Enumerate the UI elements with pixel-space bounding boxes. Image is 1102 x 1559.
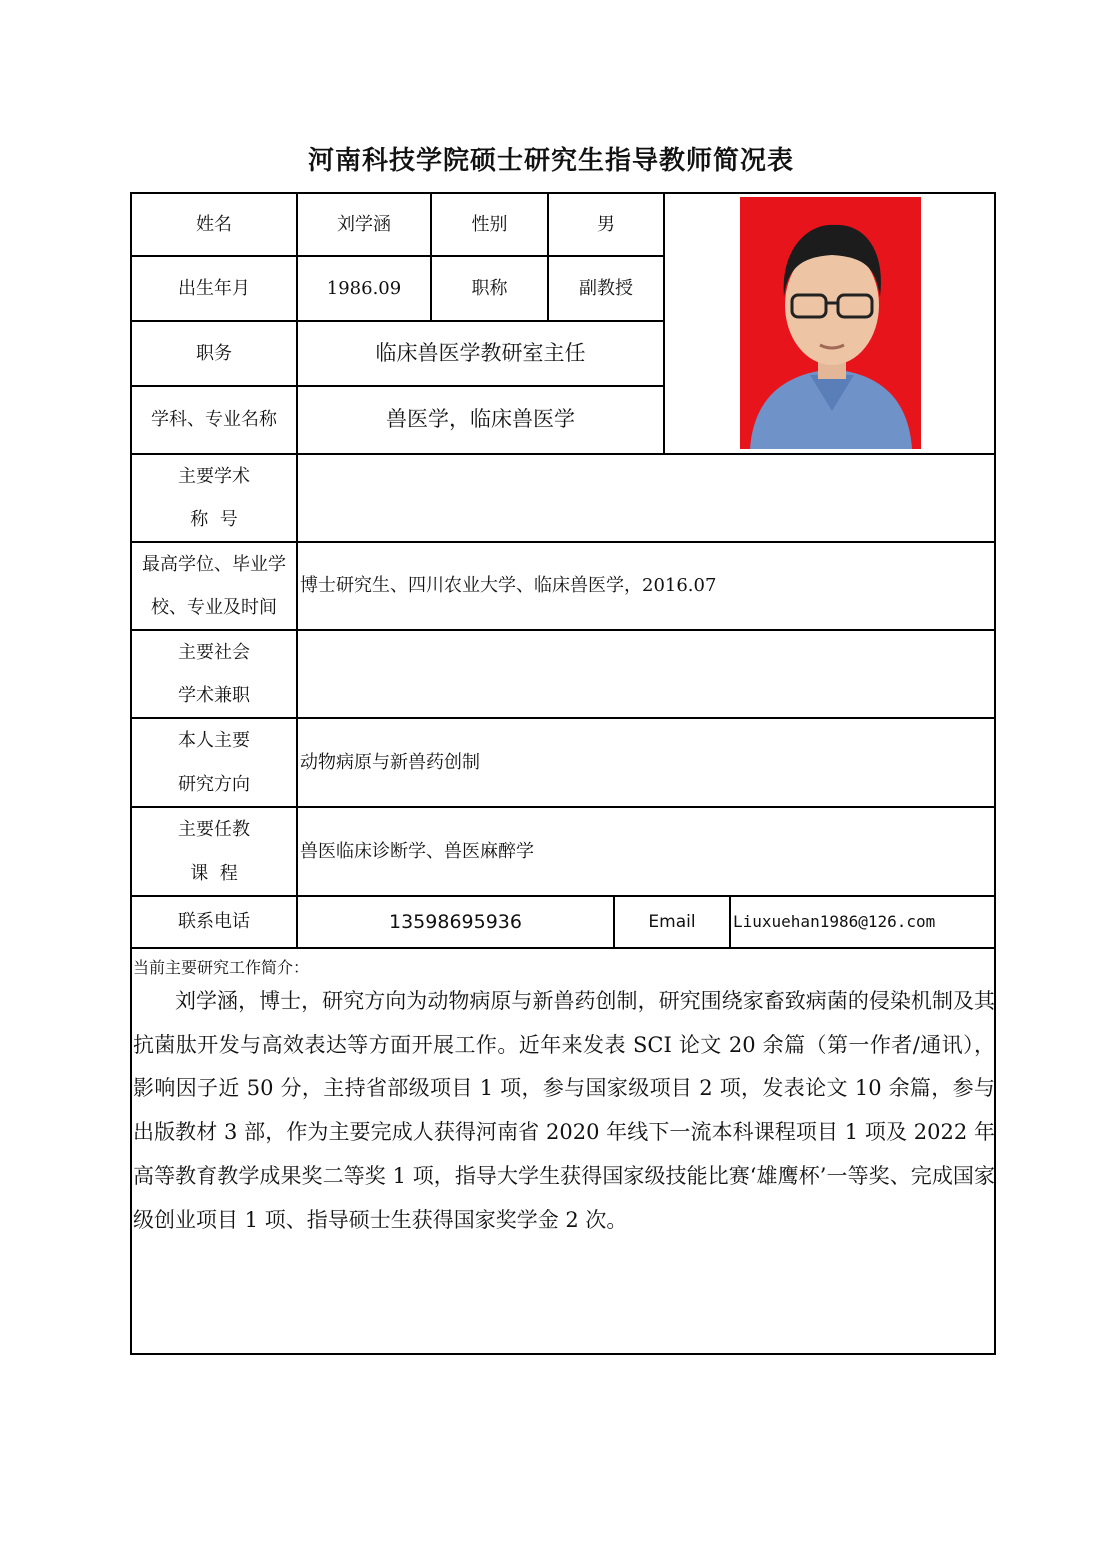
degree-label-line2: 校、专业及时间 (151, 597, 277, 618)
email-label: Email (648, 911, 696, 932)
degree-label-line1: 最高学位、毕业学 (142, 553, 286, 575)
subject-value: 兽医学，临床兽医学 (386, 407, 575, 432)
phone-label: 联系电话 (178, 911, 250, 933)
courses-label-line2: 课 程 (190, 862, 238, 884)
page-title: 河南科技学院硕士研究生指导教师简况表 (307, 146, 794, 176)
social-label (132, 631, 296, 717)
phone-value: 13598695936 (389, 910, 522, 933)
name-label: 姓名 (196, 213, 232, 235)
position-label: 职务 (196, 342, 232, 364)
birth-label: 出生年月 (178, 277, 250, 299)
position-value: 临床兽医学教研室主任 (375, 340, 586, 365)
courses-label-line1: 主要任教 (178, 819, 250, 841)
intro-heading: 当前主要研究工作简介： (133, 958, 310, 977)
gender-value: 男 (597, 213, 615, 235)
portrait-photo (740, 197, 921, 449)
gender-label: 性别 (471, 213, 508, 235)
birth-value: 1986.09 (326, 277, 402, 299)
degree-value: 博士研究生、四川农业大学、临床兽医学，2016.07 (300, 575, 717, 597)
title-honor-value (298, 455, 994, 541)
subject-label: 学科、专业名称 (151, 409, 277, 431)
courses-label (132, 808, 296, 895)
rule (663, 192, 665, 455)
social-label-line1: 主要社会 (178, 641, 250, 663)
rank-label: 职称 (471, 277, 508, 299)
research-label-line1: 本人主要 (178, 730, 250, 752)
name-value: 刘学涵 (337, 213, 391, 235)
email-value: Liuxuehan1986@126.com (733, 911, 936, 931)
intro-body: 刘学涵，博士，研究方向为动物病原与新兽药创制，研究围绕家畜致病菌的侵染机制及其抗菌肽开发与高效表达等方面开展工作。近年来发表 SCI 论文 20 余篇（第一作者/通讯），影响因子近 50 分，主持省部级项目 1 项，参与国家级项目 2 项，发表论文 10 余篇，参与出版教材 3 部，作为主要完成人获得河南省 2020 年线下一流本科课程项目 1 项及 2022 年高等教育教学成果奖二等奖 1 项，指导大学生获得国家级技能比赛‘雄鹰杯’一等奖、完成国家级创业项目 1 项、指导硕士生获得国家奖学金 2 次。 (133, 989, 995, 1232)
degree-label (132, 543, 296, 629)
title-honor-label (132, 455, 296, 541)
courses-value: 兽医临床诊断学、兽医麻醉学 (300, 840, 534, 862)
title-honor-label-line1: 主要学术 (178, 465, 250, 487)
research-label-line2: 研究方向 (178, 773, 250, 795)
rank-value: 副教授 (579, 277, 633, 299)
research-label (132, 719, 296, 806)
rule (130, 947, 996, 949)
research-value: 动物病原与新兽药创制 (300, 751, 480, 773)
portrait-icon (740, 197, 921, 449)
title-honor-label-line2: 称 号 (190, 509, 238, 530)
social-label-line2: 学术兼职 (178, 685, 250, 706)
social-value (298, 631, 994, 717)
